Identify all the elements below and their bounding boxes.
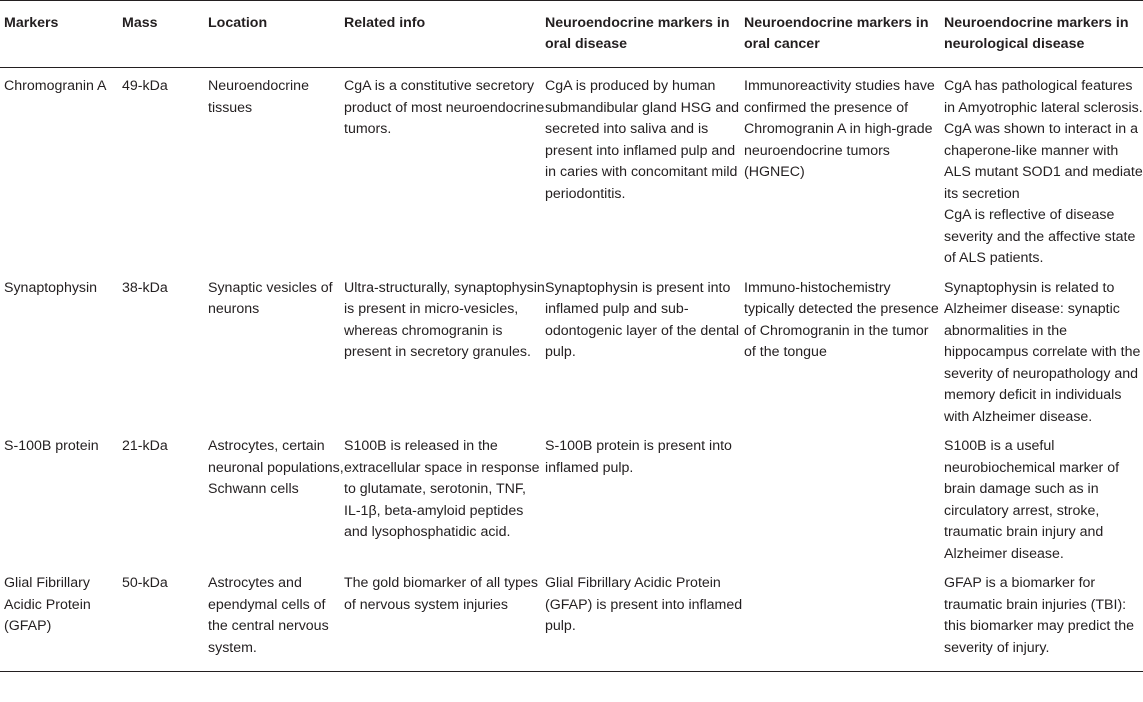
cell-marker: Glial Fibrillary Acidic Protein (GFAP) [0, 565, 122, 672]
cell-marker: S-100B protein [4, 438, 99, 454]
neuro-disease-line: GFAP is a biomarker for traumatic brain injuries (TBI): this biomarker may predict the severity of injury. [944, 575, 1135, 656]
header-neurological-disease: Neuroendocrine markers in neurological disease [944, 1, 1143, 68]
cell-oral-disease: Synaptophysin is present into inflamed pulp and sub-odontogenic layer of the dental pulp. [545, 279, 740, 360]
table-row [0, 565, 1143, 672]
header-oral-cancer: Neuroendocrine markers in oral cancer [744, 1, 944, 68]
header-row [0, 1, 1143, 68]
table-row [0, 428, 1143, 565]
cell-related-info: S100B is released in the extracellular space in response to glutamate, serotonin, TNF, IL-1β, beta-amyloid peptides and lysophosphatidic acid. [344, 438, 540, 540]
neuro-disease-line: CgA was shown to interact in a chaperone-like manner with ALS mutant SOD1 and mediate its secretion [944, 121, 1143, 202]
header-location: Location [208, 1, 344, 68]
cell-mass: 38-kDa [122, 279, 168, 296]
cell-related-info: CgA is a constitutive secretory product of most neuroendocrine tumors. [344, 78, 545, 137]
cell-location: Astrocytes, certain neuronal populations, Schwann cells [208, 438, 344, 497]
cell-related-info: The gold biomarker of all types of nervous system injuries [344, 565, 545, 672]
cell-marker: Synaptophysin [4, 279, 98, 296]
neuro-disease-line: CgA is reflective of disease severity and the affective state of ALS patients. [944, 207, 1136, 266]
cell-oral-cancer: Immuno-histochemistry typically detected the presence of Chromogranin in the tumor of the tongue [744, 279, 939, 360]
cell-neurological-disease [944, 270, 1143, 429]
cell-oral-cancer [744, 565, 944, 672]
header-related-info: Related info [344, 1, 545, 68]
cell-neurological-disease [944, 565, 1143, 672]
header-oral-disease: Neuroendocrine markers in oral disease [545, 1, 744, 68]
cell-oral-disease: S-100B protein is present into inflamed pulp. [545, 438, 732, 476]
cell-oral-disease: Glial Fibrillary Acidic Protein (GFAP) is present into inflamed pulp. [545, 565, 744, 672]
cell-mass: 50-kDa [122, 565, 208, 672]
header-mass: Mass [122, 1, 208, 68]
table-header [0, 1, 1143, 68]
table-body [0, 68, 1143, 672]
cell-marker: Chromogranin A [4, 78, 107, 94]
cell-neurological-disease [944, 68, 1143, 270]
cell-oral-disease: CgA is produced by human submandibular gland HSG and secreted into saliva and is present into inflamed pulp and in caries with concomitant mild periodontitis. [545, 78, 740, 202]
cell-location: Synaptic vesicles of neurons [208, 279, 333, 317]
cell-neurological-disease [944, 428, 1143, 565]
cell-oral-cancer [744, 428, 944, 565]
cell-location: Astrocytes and ependymal cells of the central nervous system. [208, 565, 344, 672]
table-row [0, 68, 1143, 270]
cell-mass: 21-kDa [122, 438, 168, 454]
cell-related-info: Ultra-structurally, synaptophysin is present in micro-vesicles, whereas chromogranin is present in secretory granules. [344, 279, 545, 360]
cell-mass: 49-kDa [122, 78, 168, 94]
header-markers: Markers [0, 1, 122, 68]
neuro-disease-line: CgA has pathological features in Amyotrophic lateral sclerosis. [944, 78, 1143, 116]
cell-location: Neuroendocrine tissues [208, 78, 309, 116]
cell-oral-cancer: Immunoreactivity studies have confirmed the presence of Chromogranin A in high-grade neuroendocrine tumors (HGNEC) [744, 78, 935, 180]
neuro-disease-line: S100B is a useful neurobiochemical marker of brain damage such as in circulatory arrest, stroke, traumatic brain injury and Alzheimer disease. [944, 438, 1120, 562]
neuro-disease-line: Synaptophysin is related to Alzheimer disease: synaptic abnormalities in the hippocampus correlate with the severity of neuropathology and memory deficit in individuals with Alzheimer disease. [944, 279, 1141, 425]
table-row [0, 270, 1143, 429]
